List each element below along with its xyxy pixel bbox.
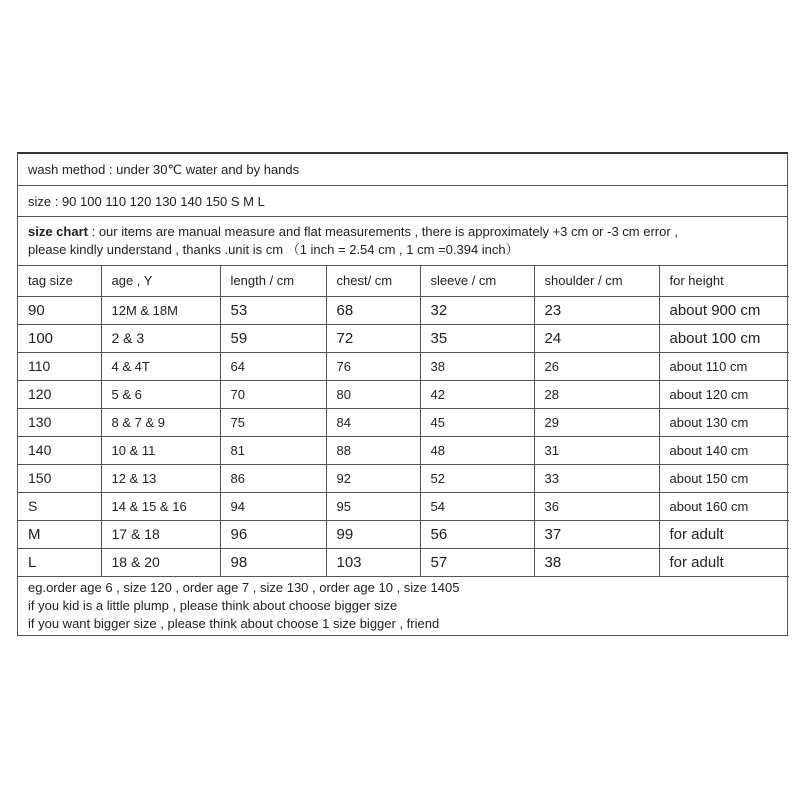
table-row — [18, 520, 789, 548]
table-cell: about 900 cm — [659, 296, 789, 324]
table-cell: 17 & 18 — [101, 520, 220, 548]
table-cell: 38 — [420, 352, 534, 380]
column-header: for height — [659, 266, 789, 296]
table-cell: 96 — [220, 520, 326, 548]
table-row — [18, 436, 789, 464]
table-cell: about 160 cm — [659, 492, 789, 520]
table-cell: 12M & 18M — [101, 296, 220, 324]
table-cell: 95 — [326, 492, 420, 520]
table-cell: 120 — [18, 380, 101, 408]
table-cell: 48 — [420, 436, 534, 464]
column-header: age , Y — [101, 266, 220, 296]
table-cell: 45 — [420, 408, 534, 436]
table-cell: about 140 cm — [659, 436, 789, 464]
table-cell: 76 — [326, 352, 420, 380]
size-list-text: size : 90 100 110 120 130 140 150 S M L — [28, 193, 265, 209]
table-cell: 56 — [420, 520, 534, 548]
table-cell: 84 — [326, 408, 420, 436]
size-table-body — [18, 266, 789, 576]
table-cell: 72 — [326, 324, 420, 352]
table-cell: about 130 cm — [659, 408, 789, 436]
table-cell: 32 — [420, 296, 534, 324]
table-cell: 103 — [326, 548, 420, 576]
table-cell: L — [18, 548, 101, 576]
table-cell: 98 — [220, 548, 326, 576]
table-cell: 35 — [420, 324, 534, 352]
table-cell: about 100 cm — [659, 324, 789, 352]
table-row — [18, 324, 789, 352]
table-cell: 130 — [18, 408, 101, 436]
note-line-2: if you kid is a little plump , please think about choose bigger size — [28, 597, 398, 613]
table-header-row — [18, 266, 789, 296]
table-cell: 90 — [18, 296, 101, 324]
table-row — [18, 352, 789, 380]
column-header: length / cm — [220, 266, 326, 296]
table-cell: 37 — [534, 520, 659, 548]
table-cell: for adult — [659, 548, 789, 576]
table-cell: 88 — [326, 436, 420, 464]
table-cell: 18 & 20 — [101, 548, 220, 576]
table-cell: M — [18, 520, 101, 548]
column-header: tag size — [18, 266, 101, 296]
table-cell: 150 — [18, 464, 101, 492]
table-row — [18, 408, 789, 436]
table-cell: 110 — [18, 352, 101, 380]
table-cell: 14 & 15 & 16 — [101, 492, 220, 520]
table-cell: 140 — [18, 436, 101, 464]
ordering-notes-row — [18, 577, 787, 635]
table-cell: for adult — [659, 520, 789, 548]
table-cell: 31 — [534, 436, 659, 464]
table-cell: 57 — [420, 548, 534, 576]
column-header: shoulder / cm — [534, 266, 659, 296]
size-info-sheet — [17, 152, 788, 636]
table-cell: S — [18, 492, 101, 520]
table-row — [18, 296, 789, 324]
table-cell: 4 & 4T — [101, 352, 220, 380]
column-header: sleeve / cm — [420, 266, 534, 296]
column-header: chest/ cm — [326, 266, 420, 296]
table-cell: 81 — [220, 436, 326, 464]
size-chart-text-2: please kindly understand , thanks .unit is cm （1 inch = 2.54 cm , 1 cm =0.394 inch） — [28, 242, 519, 257]
table-cell: 75 — [220, 408, 326, 436]
table-cell: 52 — [420, 464, 534, 492]
size-chart-text-1: : our items are manual measure and flat measurements , there is approximately +3 cm or -3 cm error , — [87, 224, 678, 239]
note-line-1: eg.order age 6 , size 120 , order age 7 , size 130 , order age 10 , size 1405 — [28, 579, 460, 595]
wash-method-text: wash method : under 30℃ water and by hands — [28, 161, 300, 177]
table-cell: 33 — [534, 464, 659, 492]
table-row — [18, 380, 789, 408]
table-cell: 53 — [220, 296, 326, 324]
table-cell: 99 — [326, 520, 420, 548]
table-row — [18, 492, 789, 520]
wash-method-row — [18, 154, 787, 186]
table-cell: 5 & 6 — [101, 380, 220, 408]
table-cell: 12 & 13 — [101, 464, 220, 492]
table-cell: 24 — [534, 324, 659, 352]
table-cell: 80 — [326, 380, 420, 408]
table-cell: 59 — [220, 324, 326, 352]
table-cell: 2 & 3 — [101, 324, 220, 352]
size-chart-label: size chart — [28, 224, 88, 239]
table-cell: 38 — [534, 548, 659, 576]
table-row — [18, 548, 789, 576]
table-cell: 92 — [326, 464, 420, 492]
table-cell: 94 — [220, 492, 326, 520]
table-cell: 29 — [534, 408, 659, 436]
table-cell: 86 — [220, 464, 326, 492]
size-table — [18, 266, 789, 577]
table-cell: 100 — [18, 324, 101, 352]
table-cell: 36 — [534, 492, 659, 520]
size-chart-note-row — [18, 217, 787, 266]
size-list-row — [18, 186, 787, 217]
table-cell: about 110 cm — [659, 352, 789, 380]
table-cell: 42 — [420, 380, 534, 408]
table-cell: 26 — [534, 352, 659, 380]
table-cell: 8 & 7 & 9 — [101, 408, 220, 436]
table-cell: 23 — [534, 296, 659, 324]
table-cell: 64 — [220, 352, 326, 380]
note-line-3: if you want bigger size , please think about choose 1 size bigger , friend — [28, 615, 440, 631]
table-cell: 28 — [534, 380, 659, 408]
table-cell: 54 — [420, 492, 534, 520]
table-cell: 10 & 11 — [101, 436, 220, 464]
table-row — [18, 464, 789, 492]
table-cell: about 150 cm — [659, 464, 789, 492]
table-cell: 70 — [220, 380, 326, 408]
table-cell: about 120 cm — [659, 380, 789, 408]
table-cell: 68 — [326, 296, 420, 324]
size-chart-line-1 — [28, 223, 678, 241]
